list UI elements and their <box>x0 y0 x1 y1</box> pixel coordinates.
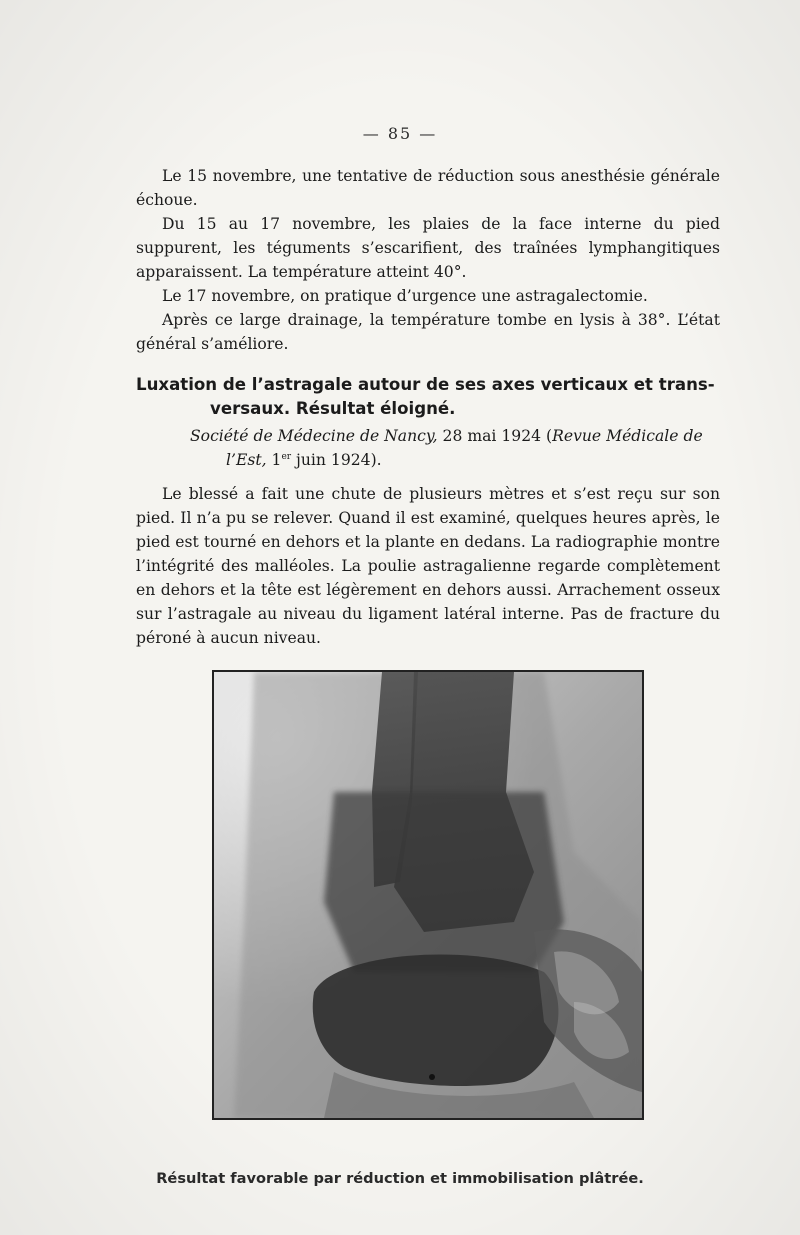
paragraph-case-description: Le blessé a fait une chute de plusieurs mètres et s’est reçu sur son pied. Il n’a pu se relever. Quand il est examiné, quelques heures après, le pied est tourné en dehors et la plante en dedans. La radiographie montre l’intégrité des malléoles. La poulie astragalienne regarde complètement en dehors et la tête est légèrement en dehors aussi. Arrachement osseux sur l’astragale au niveau du ligament latéral interne. Pas de fracture du péroné à aucun niveau. <box>136 485 720 647</box>
page-number: — 85 — <box>362 124 438 143</box>
intro-text <box>136 164 720 356</box>
section-heading <box>136 373 722 421</box>
radiograph-figure <box>212 670 644 1120</box>
citation-journal: Revue Médicale de <box>552 427 703 445</box>
citation-issue-rest: juin 1924). <box>291 451 382 469</box>
citation-issue-day: 1 <box>266 451 282 469</box>
citation-date: 28 mai 1924 ( <box>437 427 553 445</box>
citation-journal-cont: l’Est, <box>226 451 267 469</box>
paragraph-suppuration: Du 15 au 17 novembre, les plaies de la face interne du pied suppurent, les téguments s’escarifient, des traînées lymphangitiques apparaissent. La température atteint 40°. <box>136 215 720 281</box>
paragraph-astragalectomy: Le 17 novembre, on pratique d’urgence une astragalectomie. <box>162 287 648 305</box>
section-heading-line2: versaux. Résultat éloigné. <box>210 399 456 418</box>
citation-line2 <box>190 448 722 472</box>
citation <box>190 424 722 472</box>
citation-issue-sup: er <box>281 451 292 462</box>
ankle-radiograph-icon <box>214 672 642 1118</box>
paragraph-temperature: Après ce large drainage, la température tombe en lysis à 38°. L’état général s’améliore. <box>136 311 720 353</box>
paragraph-reduction-attempt: Le 15 novembre, une tentative de réduction sous anesthésie générale échoue. <box>136 167 720 209</box>
section-heading-line1: Luxation de l’astragale autour de ses axes verticaux et trans- <box>136 375 715 394</box>
case-text <box>136 482 720 650</box>
citation-society: Société de Médecine de Nancy, <box>190 427 438 445</box>
figure-caption: Résultat favorable par réduction et immobilisation plâtrée. <box>156 1170 644 1187</box>
